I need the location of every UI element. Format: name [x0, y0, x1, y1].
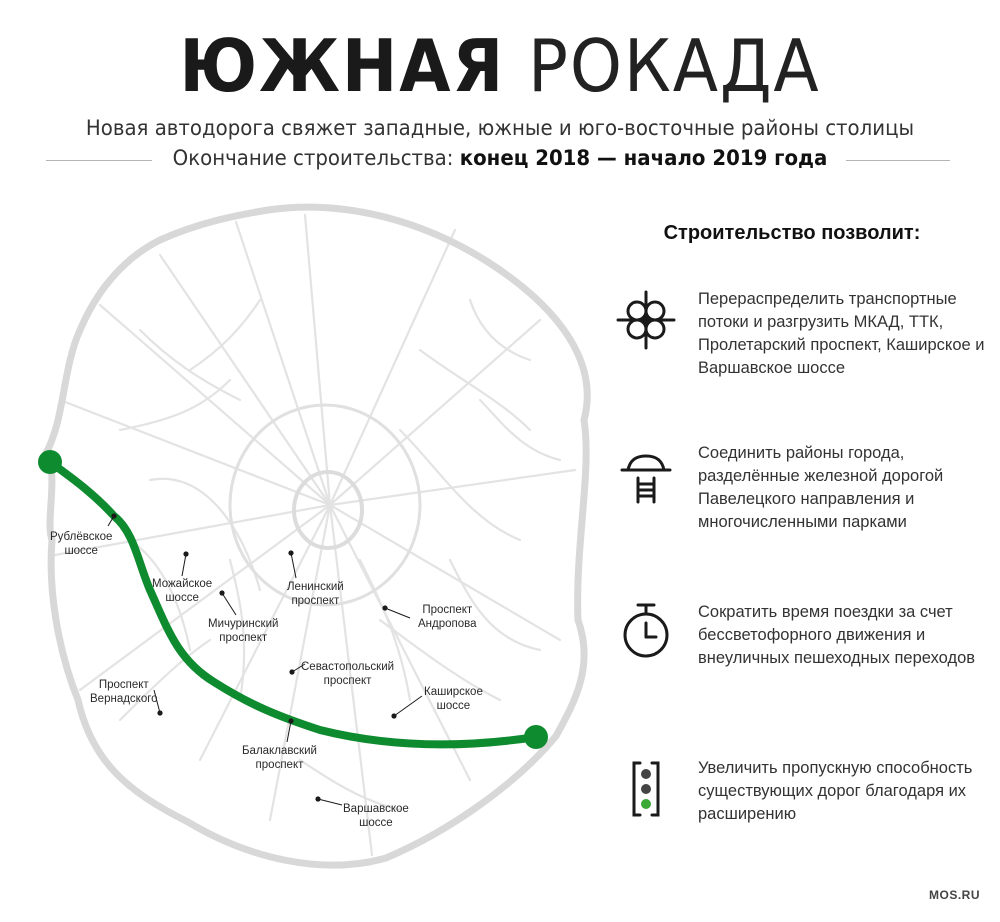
label-balaklavsky: Балаклавский проспект [242, 745, 317, 771]
traffic-light-green [641, 799, 651, 809]
deadline-value: конец 2018 — начало 2019 года [459, 146, 828, 170]
label-vernadskogo: Проспект Вернадского [90, 679, 158, 705]
benefit-text: Соединить районы города, разделённые железной дорогой Павелецкого направления и многочисленными парками [698, 444, 944, 531]
stopwatch-icon [616, 601, 676, 661]
benefit-item [612, 442, 992, 552]
map [0, 200, 600, 880]
title-bold: ЮЖНАЯ [179, 24, 506, 108]
subtitle: Новая автодорога свяжет западные, южные и юго-восточные районы столицы [85, 116, 915, 140]
label-varshavskoe: Варшавское шоссе [343, 803, 409, 829]
benefit-item [612, 601, 992, 711]
label-leninsky: Ленинский проспект [287, 581, 344, 607]
page-title [40, 26, 960, 106]
bridge-over-railway-icon [616, 448, 676, 508]
traffic-light-icon [616, 759, 676, 819]
label-sevastopolsky: Севастопольский проспект [301, 661, 395, 687]
label-michurinsky: Мичуринский проспект [208, 618, 279, 644]
road-end-marker [524, 725, 548, 749]
label-rublevskoe: Рублёвское шоссе [50, 531, 113, 557]
title-light: РОКАДА [528, 24, 821, 108]
benefit-text: Перераспределить транспортные потоки и разгрузить МКАД, ТТК, Пролетарский проспект, Каширское и Варшавское шоссе [698, 290, 985, 377]
road-start-marker [38, 450, 62, 474]
interchange-icon [616, 290, 676, 350]
deadline-text [30, 146, 970, 170]
benefits-title: Строительство позволит: [663, 222, 921, 244]
brand-logo: MOS.RU [929, 888, 980, 902]
label-andropova: Проспект Андропова [418, 604, 477, 630]
label-mozhayskoe: Можайское шоссе [152, 578, 213, 604]
benefit-item [612, 757, 992, 867]
label-kashirskoe: Каширское шоссе [424, 686, 483, 712]
deadline-row [0, 146, 1000, 176]
benefit-text: Сократить время поездки за счет бессветофорного движения и внеуличных пешеходных переходов [698, 603, 976, 667]
deadline-prefix: Окончание строительства: [172, 146, 454, 170]
benefit-item [612, 288, 992, 398]
benefit-text: Увеличить пропускную способность существующих дорог благодаря их расширению [698, 759, 973, 823]
